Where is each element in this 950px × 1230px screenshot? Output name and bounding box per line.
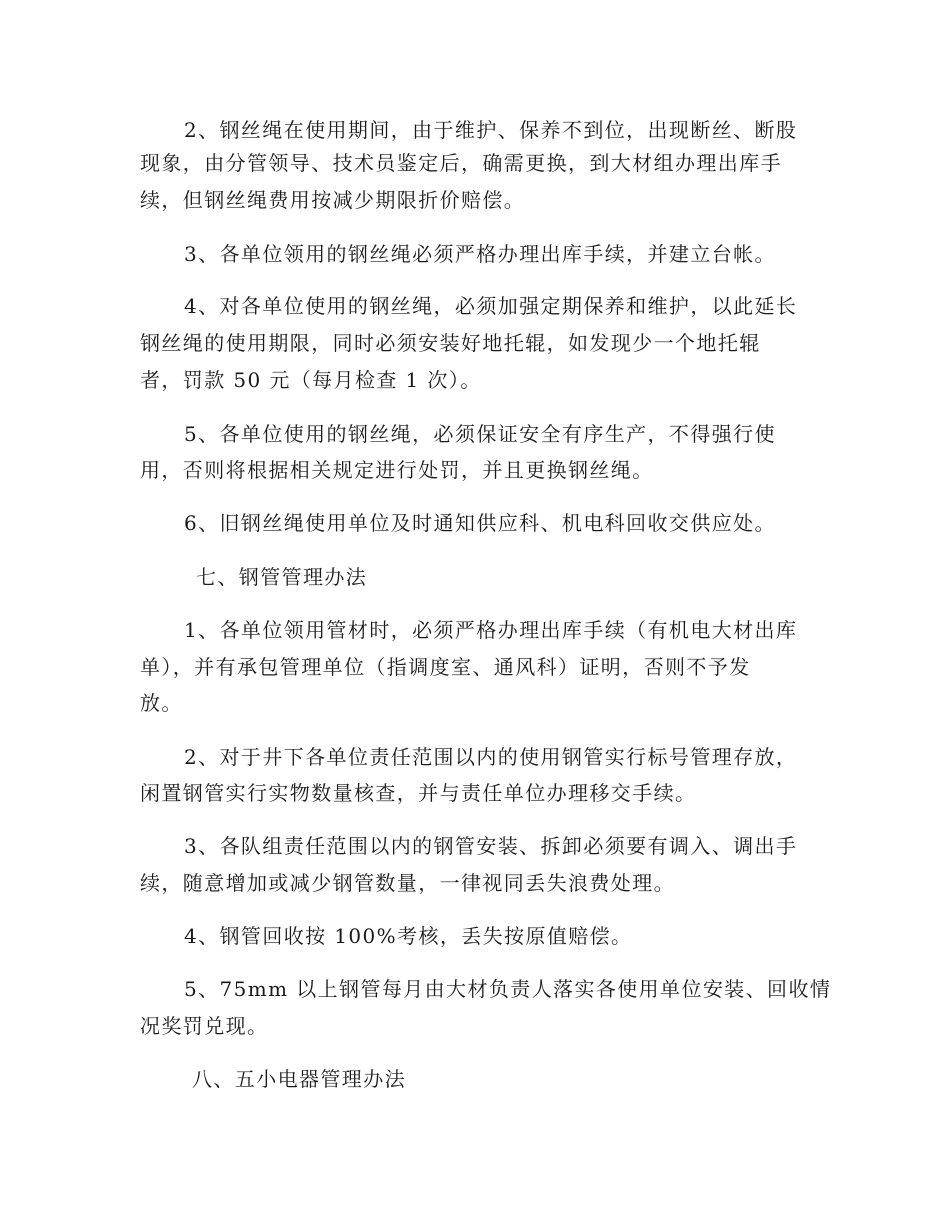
paragraph-6-line-1: 6、旧钢丝绳使用单位及时通知供应科、机电科回收交供应处。 — [184, 511, 776, 535]
steel-pipe-paragraph-5-line-2: 况奖罚兑现。 — [140, 1014, 269, 1038]
steel-pipe-paragraph-2-line-1: 2、对于井下各单位责任范围以内的使用钢管实行标号管理存放， — [184, 745, 798, 769]
steel-pipe-paragraph-1-line-1: 1、各单位领用管材时，必须严格办理出库手续（有机电大材出库 — [184, 618, 798, 642]
section-heading-8: 八、五小电器管理办法 — [192, 1067, 406, 1091]
paragraph-4-line-3: 者，罚款 50 元（每月检查 1 次）。 — [140, 368, 482, 392]
paragraph-5-line-2: 用，否则将根据相关规定进行处罚，并且更换钢丝绳。 — [140, 458, 654, 482]
steel-pipe-paragraph-3-line-1: 3、各队组责任范围以内的钢管安装、拆卸必须要有调入、调出手 — [184, 834, 798, 858]
paragraph-5-line-1: 5、各单位使用的钢丝绳，必须保证安全有序生产，不得强行使 — [184, 422, 776, 446]
paragraph-2-line-3: 续，但钢丝绳费用按减少期限折价赔偿。 — [140, 188, 526, 212]
steel-pipe-paragraph-2-line-2: 闲置钢管实行实物数量核查，并与责任单位办理移交手续。 — [140, 781, 697, 805]
steel-pipe-paragraph-1-line-2: 单），并有承包管理单位（指调度室、通风科）证明，否则不予发 — [140, 655, 751, 679]
paragraph-3-line-1: 3、各单位领用的钢丝绳必须严格办理出库手续，并建立台帐。 — [184, 242, 776, 266]
steel-pipe-paragraph-1-line-3: 放。 — [140, 691, 183, 715]
steel-pipe-paragraph-4-line-1: 4、钢管回收按 100%考核，丢失按原值赔偿。 — [184, 924, 633, 948]
paragraph-4-line-1: 4、对各单位使用的钢丝绳，必须加强定期保养和维护，以此延长 — [184, 294, 798, 318]
paragraph-2-line-2: 现象，由分管领导、技术员鉴定后，确需更换，到大材组办理出库手 — [140, 151, 782, 175]
section-heading-7: 七、钢管管理办法 — [196, 565, 368, 589]
steel-pipe-paragraph-3-line-2: 续，随意增加或减少钢管数量，一律视同丢失浪费处理。 — [140, 871, 675, 895]
paragraph-4-line-2: 钢丝绳的使用期限，同时必须安装好地托辊，如发现少一个地托辊 — [140, 331, 761, 355]
steel-pipe-paragraph-5-line-1: 5、75mm 以上钢管每月由大材负责人落实各使用单位安装、回收情 — [184, 977, 832, 1001]
paragraph-2-line-1: 2、钢丝绳在使用期间，由于维护、保养不到位，出现断丝、断股 — [184, 118, 798, 142]
